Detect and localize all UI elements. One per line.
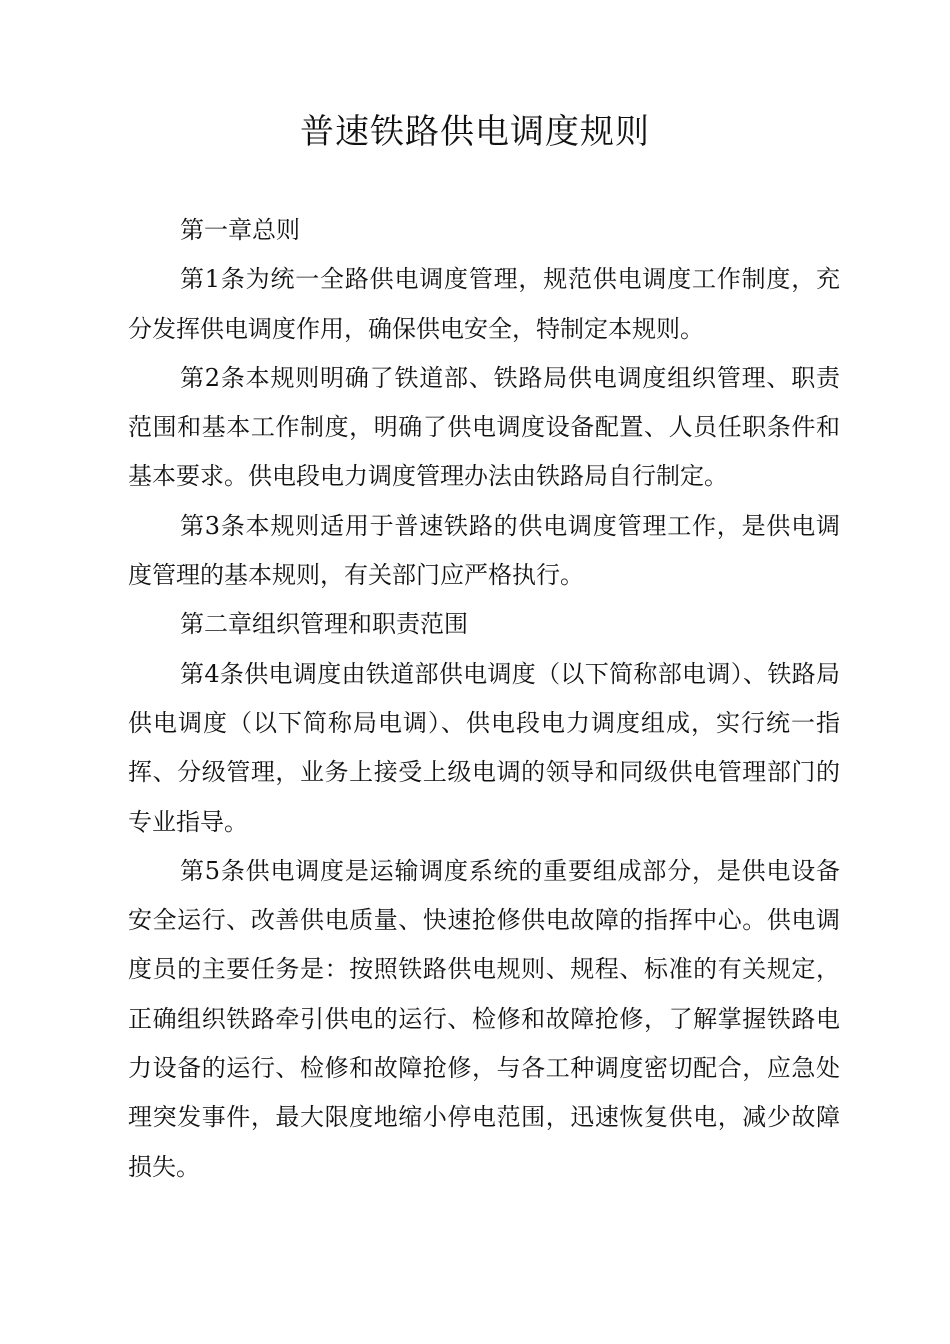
document-body xyxy=(128,206,840,1192)
article-3: 第3条本规则适用于普速铁路的供电调度管理工作，是供电调度管理的基本规则，有关部门应严格执行。 xyxy=(128,511,840,590)
document-title: 普速铁路供电调度规则 xyxy=(300,112,650,152)
article-5: 第5条供电调度是运输调度系统的重要组成部分，是供电设备安全运行、改善供电质量、快速抢修供电故障的指挥中心。供电调度员的主要任务是：按照铁路供电规则、规程、标准的有关规定，正确组织铁路牵引供电的运行、检修和故障抢修，了解掌握铁路电力设备的运行、检修和故障抢修，与各工种调度密切配合，应急处理突发事件，最大限度地缩小停电范围，迅速恢复供电，减少故障损失。 xyxy=(128,856,840,1181)
chapter-1-heading: 第一章总则 xyxy=(180,216,300,244)
article-1: 第1条为统一全路供电调度管理，规范供电调度工作制度，充分发挥供电调度作用，确保供电安全，特制定本规则。 xyxy=(128,265,840,343)
article-2: 第2条本规则明确了铁道部、铁路局供电调度组织管理、职责范围和基本工作制度，明确了供电调度设备配置、人员任职条件和基本要求。供电段电力调度管理办法由铁路局自行制定。 xyxy=(128,363,840,491)
article-4: 第4条供电调度由铁道部供电调度（以下简称部电调）、铁路局供电调度（以下简称局电调）、供电段电力调度组成，实行统一指挥、分级管理，业务上接受上级电调的领导和同级供电管理部门的专业指导。 xyxy=(128,659,840,836)
chapter-2-heading: 第二章组织管理和职责范围 xyxy=(180,610,468,639)
